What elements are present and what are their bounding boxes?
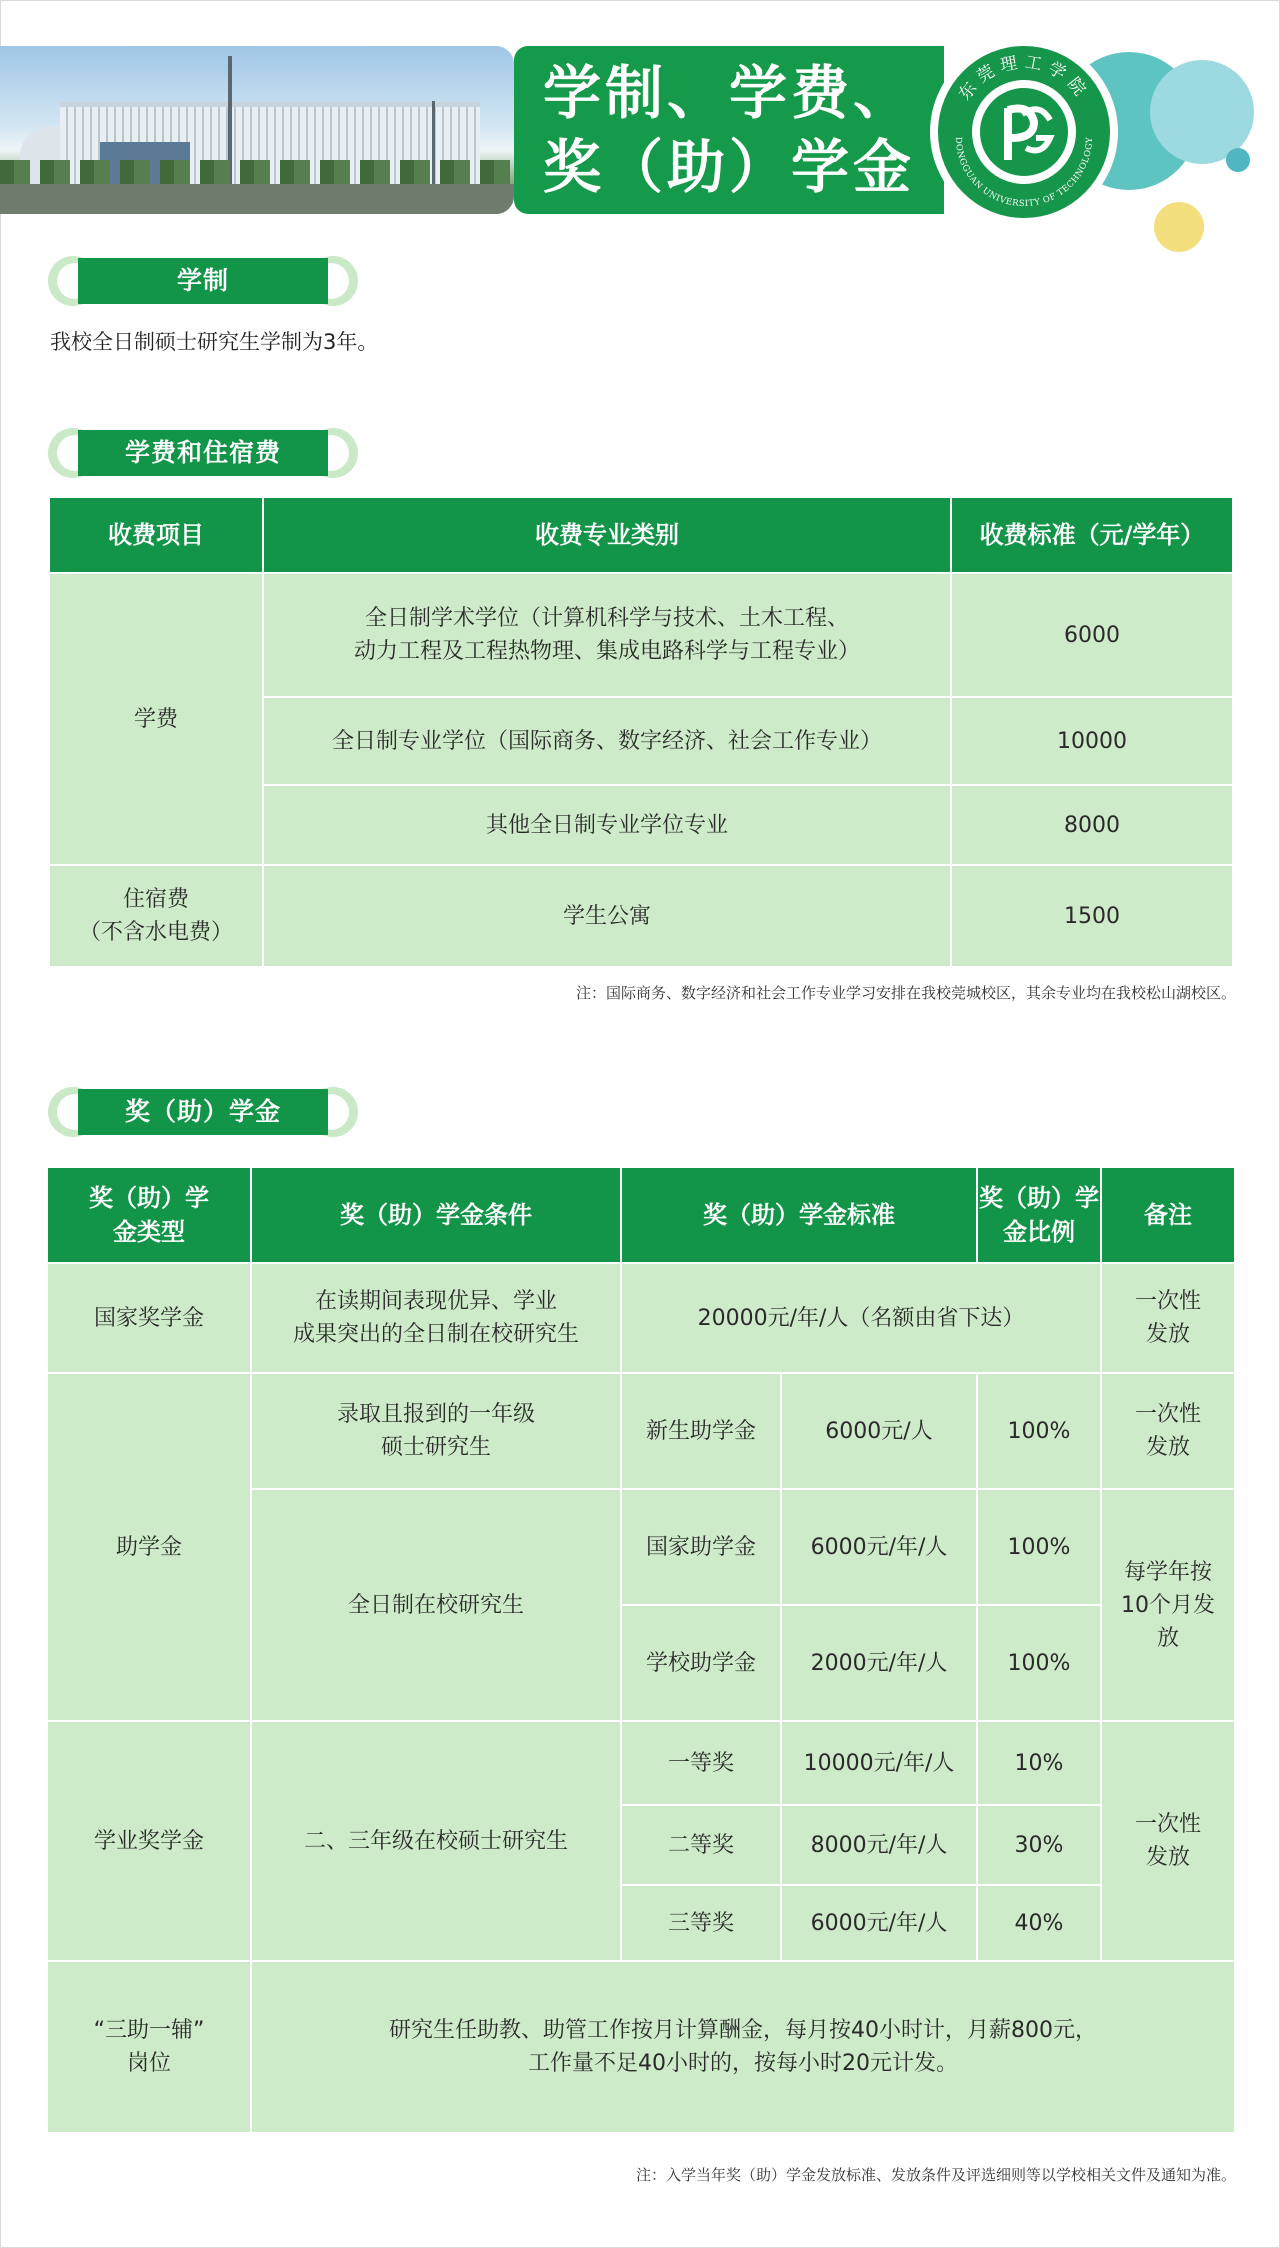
fees-dorm-category: 学生公寓 [263,865,951,967]
svg-text:东莞理工学院: 东莞理工学院 [954,52,1094,105]
sch-col-remark: 备注 [1101,1167,1235,1263]
fees-row2-category: 全日制专业学位（国际商务、数字经济、社会工作专业） [263,697,951,785]
section-heading-fees: 学费和住宿费 [48,428,358,478]
grant-national-ratio: 100% [977,1489,1101,1605]
section-heading-scholarship: 奖（助）学金 [48,1087,358,1137]
sch-col-standard: 奖（助）学金标准 [621,1167,977,1263]
xuezhi-text: 我校全日制硕士研究生学制为3年。 [50,330,379,354]
campus-photo [0,46,514,214]
grant-school-name: 学校助学金 [621,1605,781,1721]
fees-col-category: 收费专业类别 [263,497,951,573]
svg-text:DONGGUAN UNIVERSITY OF TECHNOL: DONGGUAN UNIVERSITY OF TECHNOLOGY [952,136,1096,210]
fees-row2-amount: 10000 [951,697,1233,785]
national-remark: 一次性 发放 [1101,1263,1235,1373]
title-banner [514,46,944,214]
academic-condition: 二、三年级在校硕士研究生 [251,1721,621,1961]
national-type: 国家奖学金 [47,1263,251,1373]
academic-third-amount: 6000元/年/人 [781,1885,977,1961]
sch-col-condition: 奖（助）学金条件 [251,1167,621,1263]
fees-col-item: 收费项目 [49,497,263,573]
national-condition: 在读期间表现优异、学业 成果突出的全日制在校研究生 [251,1263,621,1373]
fees-dorm-amount: 1500 [951,865,1233,967]
university-logo [930,38,1118,226]
academic-type: 学业奖学金 [47,1721,251,1961]
decor-circle [1154,202,1204,252]
sch-col-ratio: 奖（助）学 金比例 [977,1167,1101,1263]
academic-second-ratio: 30% [977,1805,1101,1885]
academic-third-name: 三等奖 [621,1885,781,1961]
national-standard: 20000元/年/人（名额由省下达） [621,1263,1101,1373]
academic-third-ratio: 40% [977,1885,1101,1961]
fees-row1-amount: 6000 [951,573,1233,697]
fees-row3-amount: 8000 [951,785,1233,865]
grant-condition: 全日制在校研究生 [251,1489,621,1721]
fees-table [48,496,1234,968]
academic-first-ratio: 10% [977,1721,1101,1805]
grant-new-remark: 一次性 发放 [1101,1373,1235,1489]
grant-remark: 每学年按 10个月发 放 [1101,1489,1235,1721]
scholarship-note: 注：入学当年奖（助）学金发放标准、发放条件及评选细则等以学校相关文件及通知为准。 [635,2166,1236,2184]
academic-second-name: 二等奖 [621,1805,781,1885]
fees-col-standard: 收费标准（元/学年） [951,497,1233,573]
academic-first-name: 一等奖 [621,1721,781,1805]
decor-circle [1226,148,1250,172]
sch-col-type: 奖（助）学 金类型 [47,1167,251,1263]
academic-first-amount: 10000元/年/人 [781,1721,977,1805]
academic-second-amount: 8000元/年/人 [781,1805,977,1885]
section-heading-xuezhi: 学制 [48,256,358,306]
grant-new-name: 新生助学金 [621,1373,781,1489]
grant-new-ratio: 100% [977,1373,1101,1489]
grant-type: 助学金 [47,1373,251,1721]
fees-note: 注：国际商务、数字经济和社会工作专业学习安排在我校莞城校区，其余专业均在我校松山湖校区。 [575,984,1236,1002]
grant-new-condition: 录取且报到的一年级 硕士研究生 [251,1373,621,1489]
scholarship-table [46,1166,1236,2134]
fees-tuition-label: 学费 [49,573,263,865]
page-title: 学制、学费、 奖（助）学金 [542,59,915,201]
grant-school-amount: 2000元/年/人 [781,1605,977,1721]
grant-new-amount: 6000元/人 [781,1373,977,1489]
fees-row3-category: 其他全日制专业学位专业 [263,785,951,865]
grant-school-ratio: 100% [977,1605,1101,1721]
grant-national-name: 国家助学金 [621,1489,781,1605]
academic-remark: 一次性 发放 [1101,1721,1235,1961]
grant-national-amount: 6000元/年/人 [781,1489,977,1605]
fees-dorm-label: 住宿费 （不含水电费） [49,865,263,967]
post-type: “三助一辅” 岗位 [47,1961,251,2133]
fees-row1-category: 全日制学术学位（计算机科学与技术、土木工程、 动力工程及工程热物理、集成电路科学与工程专业） [263,573,951,697]
post-description: 研究生任助教、助管工作按月计算酬金，每月按40小时计，月薪800元， 工作量不足40小时的，按每小时20元计发。 [251,1961,1235,2133]
